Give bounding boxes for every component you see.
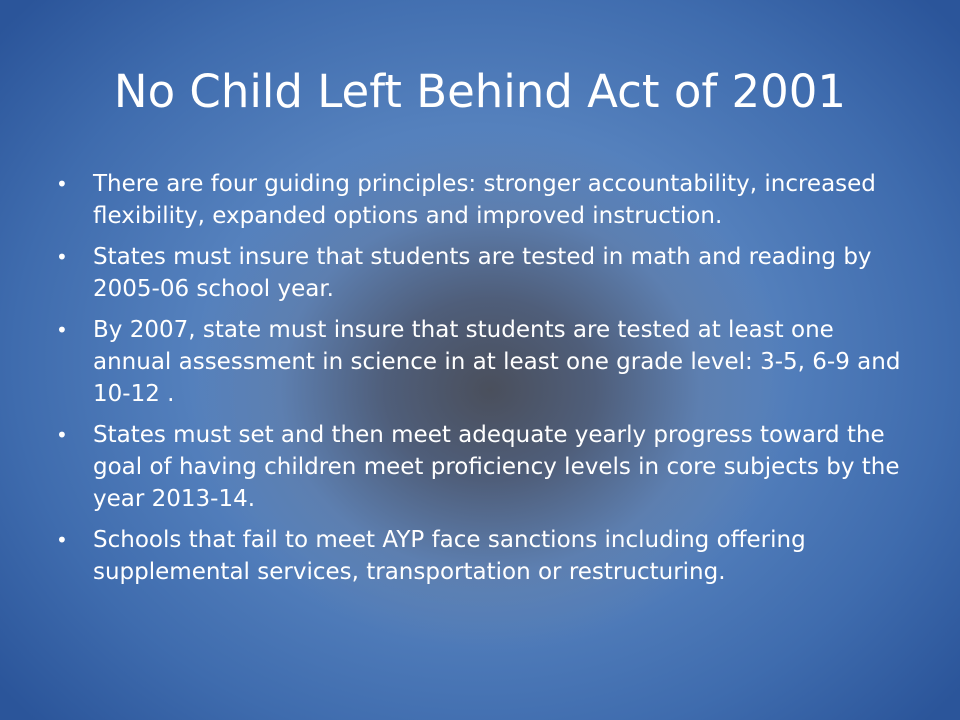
bullet-list	[56, 168, 904, 597]
slide-title: No Child Left Behind Act of 2001	[113, 65, 847, 118]
bullet-icon: •	[56, 172, 68, 196]
bullet-icon: •	[56, 245, 68, 269]
bullet-text: States must set and then meet adequate yearly progress toward the goal of having children meet proficiency levels in core subjects by the year 2013-14.	[93, 422, 900, 512]
bullet-text: There are four guiding principles: stronger accountability, increased flexibility, expanded options and improved instruction.	[93, 171, 876, 229]
list-item	[56, 419, 904, 515]
list-item	[56, 241, 904, 305]
list-item	[56, 168, 904, 232]
list-item	[56, 524, 904, 588]
bullet-icon: •	[56, 528, 68, 552]
bullet-text: By 2007, state must insure that students are tested at least one annual assessment in science in at least one grade level: 3-5, 6-9 and 10-12 .	[93, 317, 901, 407]
bullet-icon: •	[56, 423, 68, 447]
bullet-text: Schools that fail to meet AYP face sanctions including offering supplemental services, transportation or restructuring.	[93, 527, 806, 585]
list-item	[56, 314, 904, 410]
bullet-text: States must insure that students are tested in math and reading by 2005-06 school year.	[93, 244, 872, 302]
bullet-icon: •	[56, 318, 68, 342]
